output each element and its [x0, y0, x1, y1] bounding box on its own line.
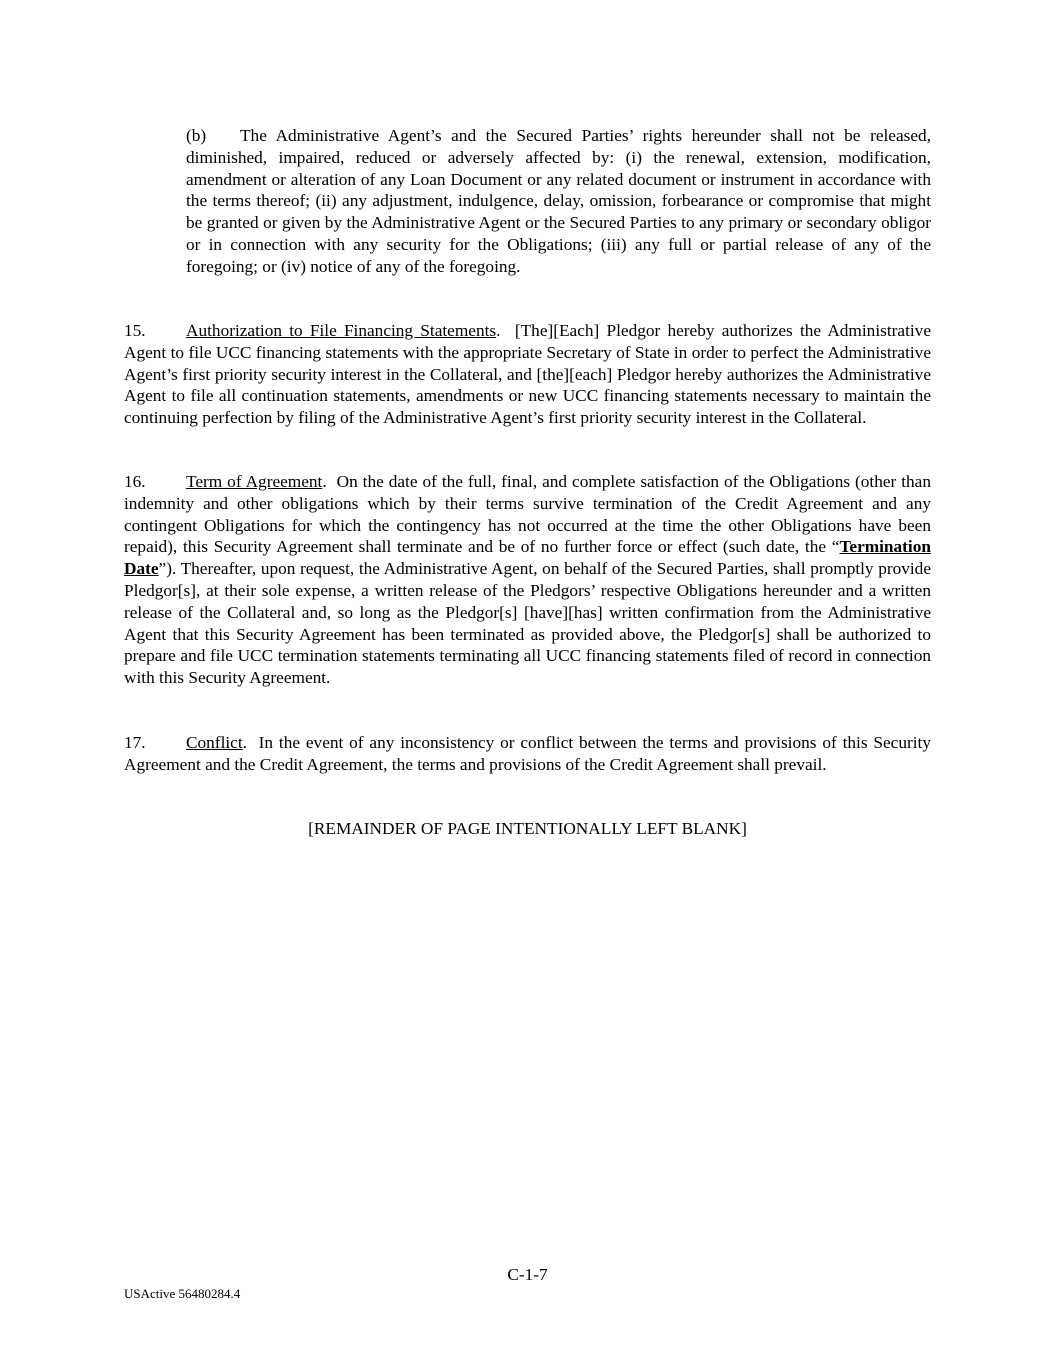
section-17-heading: Conflict — [186, 733, 243, 752]
paragraph-b-text: The Administrative Agent’s and the Secured Parties’ rights hereunder shall not be released, diminished, impaired, reduced or adversely affected by: (i) the renewal, extension, modification, amendment or alteration of any Loan Document or any related document or instrument in accordance with the terms thereof; (ii) any adjustment, indulgence, delay, omission, forbearance or compromise that might be granted or given by the Administrative Agent or the Secured Parties to any primary or secondary obligor or in connection with any security for the Obligations; (iii) any full or partial release of any of the foregoing; or (iv) notice of any of the foregoing. — [186, 126, 931, 276]
section-16-number: 16. — [124, 472, 146, 491]
page-number: C-1-7 — [507, 1265, 548, 1284]
document-id: USActive 56480284.4 — [124, 1286, 241, 1301]
section-15-text: [The][Each] Pledgor hereby authorizes the Administrative Agent to file UCC financing statements with the appropriate Secretary of State in order to perfect the Administrative Agent’s first priority security interest in the Collateral, and [the][each] Pledgor hereby authorizes the Administrative Agent to file all continuation statements, amendments or new UCC financing statements necessary to maintain the continuing perfection by filing of the Administrative Agent’s first priority security interest in the Collateral. — [124, 321, 931, 428]
section-16-text-part2: ”). Thereafter, upon request, the Administrative Agent, on behalf of the Secured Parties, shall promptly provide Pledgor[s], at their sole expense, a written release of the Pledgors’ respective Obligations hereunder and a written release of the Collateral and, so long as the Pledgor[s] [have][has] written confirmation from the Administrative Agent that this Security Agreement has been terminated as provided above, the Pledgor[s] shall be authorized to prepare and file UCC termination statements terminating all UCC financing statements filed of record in connection with this Security Agreement. — [124, 559, 931, 688]
paragraph-b-label: (b) — [186, 126, 207, 145]
section-17-text: In the event of any inconsistency or conflict between the terms and provisions of this Security Agreement and the Credit Agreement, the terms and provisions of the Credit Agreement shall prevail. — [124, 733, 931, 774]
section-15: 15. Authorization to File Financing Statements. [The][Each] Pledgor hereby authorizes the Administrative Agent to file UCC financing statements with the appropriate Secretary of State in order to perfect the Administrative Agent’s first priority security interest in the Collateral, and [the][each] Pledgor hereby authorizes the Administrative Agent to file all continuation statements, amendments or new UCC financing statements necessary to maintain the continuing perfection by filing of the Administrative Agent’s first priority security interest in the Collateral. — [124, 321, 931, 428]
section-15-number: 15. — [124, 321, 146, 340]
section-16: 16. Term of Agreement. On the date of the full, final, and complete satisfaction of the Obligations (other than indemnity and other obligations which by their terms survive termination of the Credit Agreement and any contingent Obligations for which the contingency has not occurred at the time the other Obligations have been repaid), this Security Agreement shall terminate and be of no further force or effect (such date, the “Termination Date”). Thereafter, upon request, the Administrative Agent, on behalf of the Secured Parties, shall promptly provide Pledgor[s], at their sole expense, a written release of the Pledgors’ respective Obligations hereunder and a written release of the Collateral and, so long as the Pledgor[s] [have][has] written confirmation from the Administrative Agent that this Security Agreement has been terminated as provided above, the Pledgor[s] shall be authorized to prepare and file UCC termination statements terminating all UCC financing statements filed of record in connection with this Security Agreement. — [124, 472, 931, 688]
section-15-heading: Authorization to File Financing Statements — [186, 321, 497, 340]
section-16-heading: Term of Agreement — [186, 472, 323, 491]
remainder-blank-note: [REMAINDER OF PAGE INTENTIONALLY LEFT BLANK] — [308, 819, 747, 838]
section-17: 17. Conflict. In the event of any inconsistency or conflict between the terms and provisions of this Security Agreement and the Credit Agreement, the terms and provisions of the Credit Agreement shall prevail. — [124, 733, 931, 774]
section-17-number: 17. — [124, 733, 146, 752]
termination-date-term: Termination Date — [124, 537, 931, 579]
section-16-text-part1: On the date of the full, final, and complete satisfaction of the Obligations (other than indemnity and other obligations which by their terms survive termination of the Credit Agreement and any contingent Obligations for which the contingency has not occurred at the time the other Obligations have been repaid), this Security Agreement shall terminate and be of no further force or effect (such date, the “ — [124, 472, 931, 557]
paragraph-b — [186, 125, 931, 278]
